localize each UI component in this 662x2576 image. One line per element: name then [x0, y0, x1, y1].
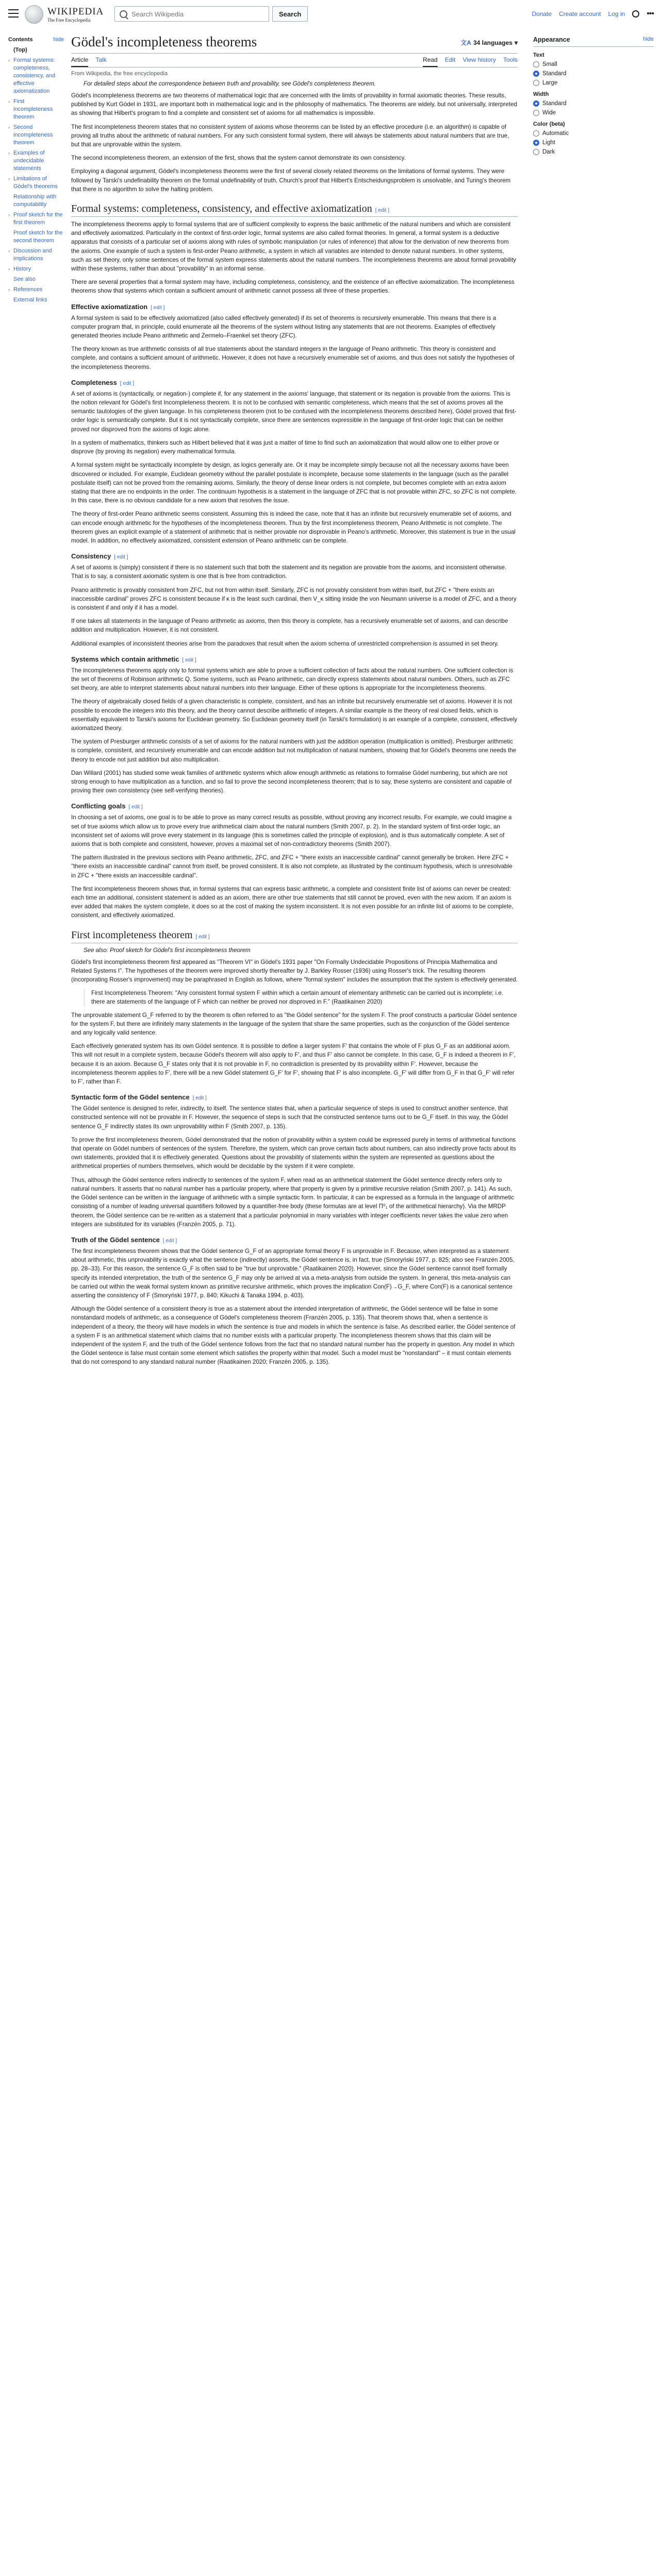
- paragraph: The theory known as true arithmetic consists of all true statements about the standard integers in the language of Peano arithmetic. This theory is consistent and complete, and contains a sufficient amount of arithmetic. However, it does not have a recursively enumerable set of axioms, and thus does not satisfy the hypotheses of the incompleteness theorems.: [71, 346, 515, 370]
- chevron-right-icon: [8, 229, 13, 245]
- width-option[interactable]: [533, 110, 654, 116]
- subsection-heading: [71, 655, 518, 663]
- chevron-right-icon[interactable]: ›: [8, 176, 10, 181]
- search-icon: [120, 10, 127, 18]
- main-menu-icon[interactable]: [8, 9, 19, 18]
- hatnote: See also: Proof sketch for Gödel's first incompleteness theorem: [84, 947, 251, 954]
- toc-item-label: Examples of undecidable statements: [13, 150, 45, 172]
- width-label: Width: [533, 91, 549, 97]
- radio-button[interactable]: [533, 61, 539, 67]
- text-size-option[interactable]: [533, 80, 654, 86]
- heading-text: First incompleteness theorem: [71, 929, 193, 941]
- chevron-right-icon[interactable]: ›: [8, 58, 10, 63]
- edit-section-link[interactable]: [ edit ]: [182, 657, 196, 663]
- toc-item-label: Formal systems: completeness, consistency, and effective axiomatization: [13, 57, 56, 94]
- subsection-heading: [71, 1093, 518, 1101]
- paragraph: The incompleteness theorems apply to formal systems that are of sufficient complexity to express the basic arithmetic of the natural numbers and which are consistent and effectively axiomatized. Particularly in the context of first-order logic, formal systems are also called formal theories. In general, a formal system is a deductive apparatus that consists of a particular set of axioms along with rules of symbolic manipulation (or rules of inference) that allow for the derivation of new theorems from the axioms. One example of such a system is first-order Peano arithmetic, a system in which all variables are intended to denote natural numbers. In other systems, such as set theory, only some sentences of the formal system express statements about the natural numbers. The incompleteness theorems are about formal provability within these systems, rather than about "provability" in an informal sense.: [71, 221, 517, 273]
- paragraph: The first incompleteness theorem states that no consistent system of axioms whose theorems can be listed by an effective procedure (i.e. an algorithm) is capable of proving all truths about the arithmetic of natural numbers. For any such consistent formal system, there will always be statements about natural numbers that are true, but that are unprovable within the system.: [71, 123, 509, 148]
- tab-article[interactable]: Article: [71, 56, 88, 67]
- toc-item-label: (Top): [13, 47, 27, 53]
- chevron-right-icon[interactable]: ›: [8, 212, 10, 217]
- language-button[interactable]: [460, 38, 518, 47]
- toc-item[interactable]: [8, 286, 64, 294]
- toc-item[interactable]: [8, 124, 64, 147]
- main-content: [71, 29, 518, 1371]
- page-title-text: Gödel's incompleteness theorems: [71, 34, 257, 49]
- radio-button[interactable]: [533, 100, 539, 107]
- subsection-heading: [71, 379, 518, 386]
- paragraph: Employing a diagonal argument, Gödel's incompleteness theorems were the first of several closely related theorems on the limitations of formal systems. They were followed by Tarski's undefinability theorem on the formal undefinability of truth, Church's proof that Hilbert's Entscheidungsproblem is unsolvable, and Turing's theorem that there is no algorithm to solve the halting problem.: [71, 168, 511, 193]
- logo-wordmark: WIKIPEDIA: [47, 6, 104, 17]
- radio-label: Automatic: [542, 130, 569, 137]
- toc-item[interactable]: [8, 149, 64, 173]
- radio-button[interactable]: [533, 149, 539, 155]
- paragraph: In a system of mathematics, thinkers such as Hilbert believed that it was just a matter of time to find such an axiomatization that would allow one to either prove or disprove (by proving its negation) every mathematical formula.: [71, 439, 499, 455]
- toc-item[interactable]: [8, 211, 64, 227]
- chevron-right-icon: [8, 193, 13, 209]
- paragraph: Thus, although the Gödel sentence refers indirectly to sentences of the system F, when read as an arithmetical statement the Gödel sentence directly refers only to natural numbers. It asserts that no natural number has a particular property, where that property is given by a primitive recursive relation (Smith 2007, p. 141). As such, the Gödel sentence can be written in the language of arithmetic with a simple syntactic form. In particular, it can be expressed as a formula in the language of arithmetic consisting of a number of leading universal quantifiers followed by a quantifier-free body (these formulas are at level Π⁰₁ of the arithmetical hierarchy). Via the MRDP theorem, the Gödel sentence can be re-written as a statement that a particular polynomial in many variables with integer coefficients never takes the value zero when integers are substituted for its variables (Franzén 2005, p. 71).: [71, 1176, 515, 1228]
- heading-text: Syntactic form of the Gödel sentence: [71, 1093, 190, 1101]
- search-input[interactable]: [130, 10, 269, 19]
- edit-section-link[interactable]: [ edit ]: [120, 380, 135, 386]
- paragraph: If one takes all statements in the language of Peano arithmetic as axioms, then this theory is complete, has a recursively enumerable set of axioms, and can describe addition and multiplication. However, it is not consistent.: [71, 618, 508, 634]
- more-options-icon[interactable]: •••: [647, 9, 654, 18]
- text-size-group: [533, 52, 654, 86]
- log-in-link[interactable]: Log in: [608, 10, 625, 18]
- radio-label: Standard: [542, 100, 567, 107]
- theorem-quote: First Incompleteness Theorem: "Any consistent formal system F within which a certain amount of elementary arithmetic can be carried out is incomplete; i.e. there are statements of the language of F which can neither be proved nor disproved in F." (Raatikainen 2020): [84, 989, 505, 1006]
- heading-text: Truth of the Gödel sentence: [71, 1235, 160, 1244]
- page-tabs: [71, 54, 518, 67]
- paragraph: The first incompleteness theorem shows that, in formal systems that can express basic arithmetic, a complete and consistent finite list of axioms can never be created: each time an additional, consistent statement is added as an axiom, there are other true statements that still cannot be proved, even with the new axiom. If an axiom is ever added that makes the system complete, it does so at the cost of making the system inconsistent. It is not even possible for an infinite list of axioms to be complete, consistent, and effectively axiomatized.: [71, 885, 514, 919]
- heading-text: Completeness: [71, 378, 117, 386]
- language-icon: 文A: [460, 39, 471, 46]
- logo-tagline: The Free Encyclopedia: [47, 17, 91, 23]
- heading-text: Formal systems: completeness, consistency, and effective axiomatization: [71, 203, 372, 215]
- radio-label: Large: [542, 80, 558, 86]
- subsection-heading: [71, 1236, 518, 1244]
- radio-label: Small: [542, 61, 557, 67]
- edit-section-link[interactable]: [ edit ]: [162, 1238, 177, 1244]
- toc-item-label: First incompleteness theorem: [13, 98, 53, 120]
- toc-item[interactable]: [8, 57, 64, 95]
- toc-item-label: Second incompleteness theorem: [13, 124, 53, 146]
- chevron-right-icon: [8, 46, 13, 54]
- heading-text: Effective axiomatization: [71, 302, 148, 311]
- toc-item[interactable]: [8, 175, 64, 191]
- paragraph: The unprovable statement G_F referred to by the theorem is often referred to as "the Gödel sentence" for the system F. The proof constructs a particular Gödel sentence for the system F, but there are infinitely many statements in the language of the system that share the same properties, such as the conjunction of the Gödel sentence and any logically valid sentence.: [71, 1011, 517, 1037]
- radio-button[interactable]: [533, 140, 539, 146]
- radio-label: Dark: [542, 149, 555, 155]
- toc-item[interactable]: [8, 247, 64, 263]
- color-option[interactable]: [533, 140, 654, 146]
- radio-button[interactable]: [533, 71, 539, 77]
- paragraph: In choosing a set of axioms, one goal is to be able to prove as many correct results as possible, without proving any incorrect results. For example, we could imagine a set of true axioms which allow us to prove every true arithmetical claim about the natural numbers (Smith 2007, p. 2). In the standard system of first-order logic, an inconsistent set of axioms will prove every statement in its language (this is sometimes called the principle of explosion), and is thus automatically complete. A set of axioms that is both complete and consistent, however, proves a maximal set of non-contradictory theorems (Smith 2007).: [71, 814, 512, 848]
- radio-button[interactable]: [533, 110, 539, 116]
- chevron-right-icon[interactable]: ›: [8, 99, 10, 104]
- chevron-right-icon: [8, 296, 13, 304]
- toc-item-label: Discussion and implications: [13, 248, 52, 262]
- paragraph: The theory of algebraically closed fields of a given characteristic is complete, consistent, and has an infinite but recursively enumerable set of axioms. However it is not possible to encode the integers into this theory, and the theory cannot describe arithmetic of integers. A similar example is the theory of real closed fields, which is essentially equivalent to Tarski's axioms for Euclidean geometry. So Euclidean geometry itself (in Tarski's formulation) is an example of a complete, consistent, effectively axiomatized theory.: [71, 698, 518, 732]
- site-subtitle: From Wikipedia, the free encyclopedia: [71, 71, 168, 77]
- paragraph: To prove the first incompleteness theorem, Gödel demonstrated that the notion of provability within a system could be expressed purely in terms of arithmetical functions that operate on Gödel numbers of sentences of the system. Therefore, the system, which can prove certain facts about numbers, can also indirectly prove facts about its own statements, provided that it is effectively generated. Questions about the provability of statements within the system are represented as questions about the arithmetical properties of numbers themselves, which would be decidable by the system if it were complete.: [71, 1136, 516, 1170]
- paragraph: A set of axioms is (syntactically, or negation-) complete if, for any statement in the axioms' language, that statement or its negation is provable from the axioms. This is the notion relevant for Gödel's first Incompleteness theorem. It is not to be confused with semantic completeness, which means that the set of axioms proves all the semantic tautologies of the given language. In his completeness theorem (not to be confused with the incompleteness theorems described here), Gödel proved that first-order logic is semantically complete. But it is not syntactically complete, since there are sentences expressible in the language of first-order logic that can be neither proved nor disproved from the axioms of logic alone.: [71, 390, 517, 433]
- chevron-down-icon: ▾: [514, 39, 518, 46]
- user-links: [532, 9, 654, 19]
- chevron-right-icon: [8, 276, 13, 283]
- language-count: 34 languages: [473, 39, 512, 46]
- tab-view-history[interactable]: View history: [462, 56, 496, 63]
- intro-section: [71, 91, 518, 194]
- paragraph: A formal system is said to be effectively axiomatized (also called effectively generated) if its set of theorems is recursively enumerable. This means that there is a computer program that, in principle, could enumerate all the theorems of the system without listing any statements that are not theorems. Examples of effectively generated theories include Peano arithmetic and Zermelo–Fraenkel set theory (ZFC).: [71, 314, 496, 340]
- toc-item[interactable]: [8, 229, 64, 245]
- toc-item-label: Limitations of Gödel's theorems: [13, 176, 58, 190]
- paragraph: There are several properties that a formal system may have, including completeness, consistency, and the existence of an effective axiomatization. The incompleteness theorems show that systems which contain a sufficient amount of arithmetic cannot possess all three of these properties.: [71, 279, 515, 295]
- toc-hide-button[interactable]: hide: [53, 37, 64, 43]
- paragraph: A set of axioms is (simply) consistent if there is no statement such that both the statement and its negation are provable from the axioms, and inconsistent otherwise. That is to say, a consistent axiomatic system is one that is free from contradiction.: [71, 564, 507, 580]
- table-of-contents: [8, 36, 64, 304]
- toc-item[interactable]: [8, 46, 64, 54]
- edit-section-link[interactable]: [ edit ]: [114, 554, 128, 561]
- toc-item-label: History: [13, 266, 31, 272]
- search-box: [114, 6, 269, 22]
- chevron-right-icon[interactable]: ›: [8, 287, 10, 292]
- chevron-right-icon[interactable]: ›: [8, 125, 10, 130]
- toc-item-label: See also: [13, 276, 36, 282]
- subsection-heading: [71, 303, 518, 311]
- heading-text: Conflicting goals: [71, 802, 126, 810]
- toc-heading: Contents: [8, 37, 33, 43]
- paragraph: Dan Willard (2001) has studied some weak families of arithmetic systems which allow enough arithmetic as relations to formalise Gödel numbering, but which are not strong enough to have multiplication as a function, and so fail to prove the second incompleteness theorem; that is to say, these systems are consistent and capable of proving their own consistency (see self-verifying theories).: [71, 769, 512, 794]
- paragraph: Peano arithmetic is provably consistent from ZFC, but not from within itself. Similarly, ZFC is not provably consistent from within itself, but ZFC + "there exists an inaccessible cardinal" proves ZFC is consistent because if κ is the least such cardinal, then V_κ sitting inside the von Neumann universe is a model of ZFC, and a theory is consistent if and only if it has a model.: [71, 586, 517, 611]
- color-option[interactable]: [533, 130, 654, 137]
- chevron-right-icon[interactable]: ›: [8, 248, 10, 253]
- toc-item[interactable]: [8, 296, 64, 304]
- paragraph: Gödel's incompleteness theorems are two theorems of mathematical logic that are concerned with the limits of provability in formal axiomatic theories. These results, published by Kurt Gödel in 1931, are important both in mathematical logic and in the philosophy of mathematics. The theorems are widely, but not universally, interpreted as showing that Hilbert's program to find a complete and consistent set of axioms for all mathematics is impossible.: [71, 92, 517, 117]
- tab-read[interactable]: Read: [423, 56, 438, 67]
- radio-button[interactable]: [533, 130, 539, 137]
- wikipedia-logo[interactable]: [25, 5, 104, 24]
- edit-section-link[interactable]: [ edit ]: [192, 1095, 207, 1101]
- page-title: [71, 34, 518, 54]
- toc-item[interactable]: [8, 98, 64, 121]
- toc-item[interactable]: [8, 276, 64, 283]
- user-icon[interactable]: [632, 10, 639, 18]
- edit-section-link[interactable]: [ edit ]: [195, 934, 210, 940]
- toc-item-label: References: [13, 286, 43, 293]
- hatnote: For detailed steps about the correspondence between truth and provability, see Gödel's completeness theorem.: [84, 81, 376, 87]
- paragraph: The first incompleteness theorem shows that the Gödel sentence G_F of an appropriate formal theory F is unprovable in F. Because, when interpreted as a statement about arithmetic, this unprovability is exactly what the sentence (indirectly) asserts, the Gödel sentence is, in fact, true (Smoryński 1977, p. 825; also see Franzén 2005, pp. 28–33). For this reason, the sentence G_F is often said to be "true but unprovable." (Raatikainen 2020). However, since the Gödel sentence cannot itself formally specify its intended interpretation, the truth of the sentence G_F may only be arrived at via a meta-analysis from outside the system. In general, this meta-analysis can be carried out within the weak formal system known as primitive recursive arithmetic, which proves the implication Con(F)→G_F, where Con(F) is a canonical sentence asserting the consistency of F (Smoryński 1977, p. 840; Kikuchi & Tanaka 1994, p. 403).: [71, 1247, 515, 1299]
- toc-item-label: Proof sketch for the first theorem: [13, 212, 63, 226]
- tab-tools[interactable]: Tools: [503, 56, 518, 63]
- toc-item-label: Relationship with computability: [13, 194, 57, 208]
- paragraph: The pattern illustrated in the previous sections with Peano arithmetic, ZFC, and ZFC + "there exists an inaccessible cardinal" cannot generally be broken. Here ZFC + "there exists an inaccessible cardinal" cannot from itself, be proved consistent. It is also not complete, as illustrated by the continuum hypothesis, which is unresolvable in ZFC + "there exists an inaccessible cardinal".: [71, 854, 512, 879]
- color-option[interactable]: [533, 149, 654, 155]
- globe-logo-icon: [25, 5, 43, 24]
- tab-edit[interactable]: Edit: [444, 56, 456, 63]
- paragraph: A formal system might be syntactically incomplete by design, as logics generally are. Or it may be incomplete simply because not all the necessary axioms have been discovered or included. For example, Euclidean geometry without the parallel postulate is incomplete, because some statements in the language (such as the parallel postulate itself) can not be proved from the remaining axioms. Similarly, the theory of dense linear orders is not complete, but becomes complete with an extra axiom stating that there are no endpoints in the order. The continuum hypothesis is a statement in the language of ZFC that is not provable within ZFC, so ZFC is not complete. In this case, there is no obvious candidate for a new axiom that resolves the issue.: [71, 462, 517, 504]
- section-heading: [71, 929, 518, 943]
- donate-link[interactable]: Donate: [532, 10, 552, 18]
- site-header: [0, 0, 662, 29]
- edit-section-link[interactable]: [ edit ]: [375, 208, 389, 214]
- edit-section-link[interactable]: [ edit ]: [128, 804, 143, 810]
- subsection-heading: [71, 802, 518, 810]
- radio-label: Standard: [542, 71, 567, 77]
- paragraph: Although the Gödel sentence of a consistent theory is true as a statement about the intended interpretation of arithmetic, the Gödel sentence will be false in some nonstandard models of arithmetic, as a consequence of Gödel's completeness theorem (Franzén 2005, p. 135). That theorem shows that, when a sentence is independent of a theory, the theory will have models in which the sentence is true and models in which the sentence is false. As described earlier, the Gödel sentence of a system F is an arithmetical statement which claims that no number exists with a particular property. The incompleteness theorem shows that this claim will be independent of the system F, and the truth of the Gödel sentence follows from the fact that no standard natural number has the property in question. Any model in which the Gödel sentence is false must contain some element which satisfies the property within that model. Such a model must be "nonstandard" – it must contain elements that do not correspond to any standard natural number (Raatikainen 2020; Franzén 2005, p. 135).: [71, 1306, 516, 1366]
- toc-item-label: Proof sketch for the second theorem: [13, 230, 63, 244]
- radio-label: Light: [542, 140, 555, 146]
- toc-item[interactable]: [8, 265, 64, 273]
- create-account-link[interactable]: Create account: [559, 10, 601, 18]
- appearance-hide-button[interactable]: hide: [643, 36, 654, 42]
- paragraph: The theory of first-order Peano arithmetic seems consistent. Assuming this is indeed the case, note that it has an infinite but recursively enumerable set of axioms, and can encode enough arithmetic for the hypotheses of the incompleteness theorem. Thus by the first incompleteness theorem, Peano Arithmetic is not complete. The theorem gives an explicit example of a statement of arithmetic that is neither provable nor disprovable in Peano's arithmetic. Moreover, this statement is true in the usual model. In addition, no effectively axiomatized, consistent extension of Peano arithmetic can be complete.: [71, 511, 516, 544]
- paragraph: The incompleteness theorems apply only to formal systems which are able to prove a sufficient collection of facts about the natural numbers. One sufficient collection is the set of theorems of Robinson arithmetic Q. Some systems, such as Peano arithmetic, can directly express statements about natural numbers. Others, such as ZFC set theory, are able to interpret statements about natural numbers into their language. Either of these options is appropriate for the incompleteness theorems.: [71, 667, 514, 692]
- search-button[interactable]: Search: [272, 6, 308, 22]
- color-label: Color (beta): [533, 121, 565, 127]
- radio-label: Wide: [542, 110, 556, 116]
- width-option[interactable]: [533, 100, 654, 107]
- chevron-right-icon[interactable]: ›: [8, 150, 10, 156]
- paragraph: Each effectively generated system has its own Gödel sentence. It is possible to define a larger system F' that contains the whole of F plus G_F as an additional axiom. This will not result in a complete system, because Gödel's theorem will also apply to F', and thus F' also cannot be complete. In this case, G_F is indeed a theorem in F', because it is an axiom. Because G_F states only that it is not provable in F, no contradiction is presented by its provability within F'. However, because the incompleteness theorem applies to F', there will be a new Gödel statement G_F' for F', showing that F' is also incomplete. G_F' will differ from G_F in that G_F' will refer to F', rather than F.: [71, 1043, 516, 1086]
- heading-text: Consistency: [71, 552, 111, 561]
- appearance-heading: Appearance: [533, 36, 570, 43]
- paragraph: Additional examples of inconsistent theories arise from the paradoxes that result when the axiom schema of unrestricted comprehension is assumed in set theory.: [71, 640, 499, 647]
- text-size-option[interactable]: [533, 61, 654, 67]
- radio-button[interactable]: [533, 80, 539, 86]
- paragraph: The system of Presburger arithmetic consists of a set of axioms for the natural numbers with just the addition operation (multiplication is omitted). Presburger arithmetic is complete, consistent, and recursively enumerable and can encode addition but not multiplication of natural numbers, showing that for Gödel's theorems one needs the theory to encode not just addition but also multiplication.: [71, 738, 517, 763]
- paragraph: The Gödel sentence is designed to refer, indirectly, to itself. The sentence states that, when a particular sequence of steps is used to construct another sentence, that constructed sentence will not be provable in F. However, the sequence of steps is such that the constructed sentence turns out to be G_F itself. In this way, the Gödel sentence G_F indirectly states its own unprovability within F (Smith 2007, p. 135).: [71, 1105, 508, 1130]
- toc-item[interactable]: [8, 193, 64, 209]
- color-group: [533, 121, 654, 155]
- paragraph: Gödel's first incompleteness theorem first appeared as "Theorem VI" in Gödel's 1931 paper "On Formally Undecidable Propositions of Principia Mathematica and Related Systems I". The hypotheses of the theorem were improved shortly thereafter by J. Barkley Rosser (1936) using Rosser's trick. The resulting theorem (incorporating Rosser's improvement) may be paraphrased in English as follows, where "formal system" includes the assumption that the system is effectively generated.: [71, 958, 518, 984]
- toc-item-label: External links: [13, 297, 47, 303]
- subsection-heading: [71, 552, 518, 560]
- heading-text: Systems which contain arithmetic: [71, 655, 179, 663]
- tab-talk[interactable]: Talk: [95, 56, 107, 63]
- text-size-label: Text: [533, 52, 544, 58]
- appearance-panel: [533, 36, 654, 158]
- chevron-right-icon[interactable]: ›: [8, 266, 10, 272]
- text-size-option[interactable]: [533, 71, 654, 77]
- width-group: [533, 91, 654, 116]
- edit-section-link[interactable]: [ edit ]: [151, 304, 165, 311]
- paragraph: The second incompleteness theorem, an extension of the first, shows that the system cannot demonstrate its own consistency.: [71, 155, 406, 162]
- section-heading: [71, 203, 518, 217]
